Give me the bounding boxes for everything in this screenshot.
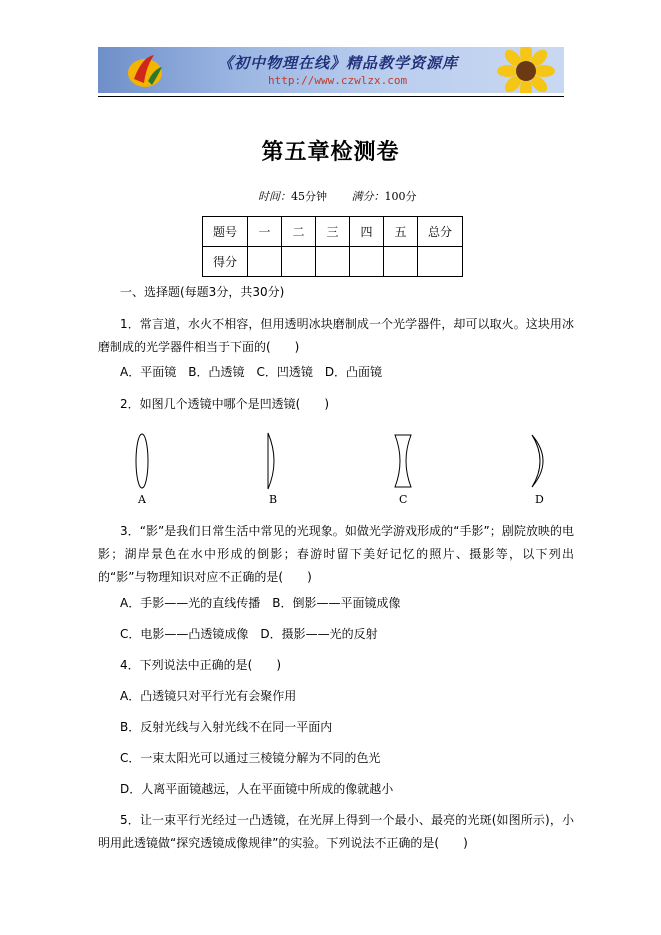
score-value: 100分 xyxy=(384,190,417,203)
table-row xyxy=(203,247,463,277)
score-input-cell[interactable] xyxy=(384,247,418,277)
question-3-stem: 3．“影”是我们日常生活中常见的光现象。如做光学游戏形成的“手影”；剧院放映的电影；湖岸景色在水中形成的倒影；春游时留下美好记忆的照片、摄影等，以下列出的“影”与物理知识对应不正确的是( ) xyxy=(98,524,574,584)
lens-label-a: A xyxy=(138,493,146,506)
question-1-options: A．平面镜 B．凸透镜 C．凹透镜 D．凸面镜 xyxy=(120,365,383,379)
header-banner xyxy=(98,47,564,93)
score-input-cell[interactable] xyxy=(248,247,282,277)
sunflower-icon xyxy=(486,47,558,93)
table-cell: 得分 xyxy=(203,247,248,277)
lens-label-d: D xyxy=(535,493,544,506)
table-cell: 题号 xyxy=(203,217,248,247)
lens-a-biconvex xyxy=(136,434,148,488)
header-rule xyxy=(98,96,564,97)
page-title: 第五章检测卷 xyxy=(261,139,400,165)
table-cell: 四 xyxy=(350,217,384,247)
lens-drawings xyxy=(98,425,574,495)
section-heading: 一、选择题(每题3分，共30分) xyxy=(120,285,285,299)
lens-label-b: B xyxy=(269,493,278,506)
table-cell: 三 xyxy=(316,217,350,247)
score-label: 满分： xyxy=(351,190,385,203)
table-cell: 总分 xyxy=(418,217,463,247)
question-4-option-a: A．凸透镜只对平行光有会聚作用 xyxy=(120,689,297,703)
score-input-cell[interactable] xyxy=(418,247,463,277)
question-1-stem: 1．常言道，水火不相容，但用透明冰块磨制成一个光学器件，却可以取火。这块用冰磨制成的光学器件相当于下面的( ) xyxy=(98,317,574,354)
table-cell: 一 xyxy=(248,217,282,247)
banner-url[interactable]: http://www.czwlzx.com xyxy=(268,74,408,87)
time-value: 45分钟 xyxy=(291,190,327,203)
score-input-cell[interactable] xyxy=(282,247,316,277)
table-cell: 五 xyxy=(384,217,418,247)
question-5-stem: 5．让一束平行光经过一凸透镜，在光屏上得到一个最小、最亮的光斑(如图所示)，小明用此透镜做“探究透镜成像规律”的实验。下列说法不正确的是( ) xyxy=(98,813,574,850)
time-label: 时间： xyxy=(258,190,291,203)
lens-b-planoconvex xyxy=(268,433,274,489)
question-4-stem: 4．下列说法中正确的是( ) xyxy=(120,658,281,672)
question-4-option-c: C．一束太阳光可以通过三棱镜分解为不同的色光 xyxy=(120,751,381,765)
banner-title: 《初中物理在线》精品教学资源库 xyxy=(218,54,459,72)
exam-meta xyxy=(258,188,416,204)
score-input-cell[interactable] xyxy=(350,247,384,277)
question-2-stem: 2．如图几个透镜中哪个是凹透镜( ) xyxy=(120,397,329,411)
score-input-cell[interactable] xyxy=(316,247,350,277)
question-3-options-ab: A．手影——光的直线传播 B．倒影——平面镜成像 xyxy=(120,596,401,610)
lens-label-c: C xyxy=(399,493,408,506)
question-4-option-b: B．反射光线与入射光线不在同一平面内 xyxy=(120,720,333,734)
logo-icon xyxy=(124,49,166,91)
table-row xyxy=(203,217,463,247)
lens-figure xyxy=(98,425,574,515)
table-cell: 二 xyxy=(282,217,316,247)
lens-c-biconcave xyxy=(395,435,411,487)
lens-d-meniscus xyxy=(532,435,543,487)
question-4-option-d: D．人离平面镜越远，人在平面镜中所成的像就越小 xyxy=(120,782,394,796)
question-3-options-cd: C．电影——凸透镜成像 D．摄影——光的反射 xyxy=(120,627,378,641)
score-table xyxy=(202,216,463,277)
